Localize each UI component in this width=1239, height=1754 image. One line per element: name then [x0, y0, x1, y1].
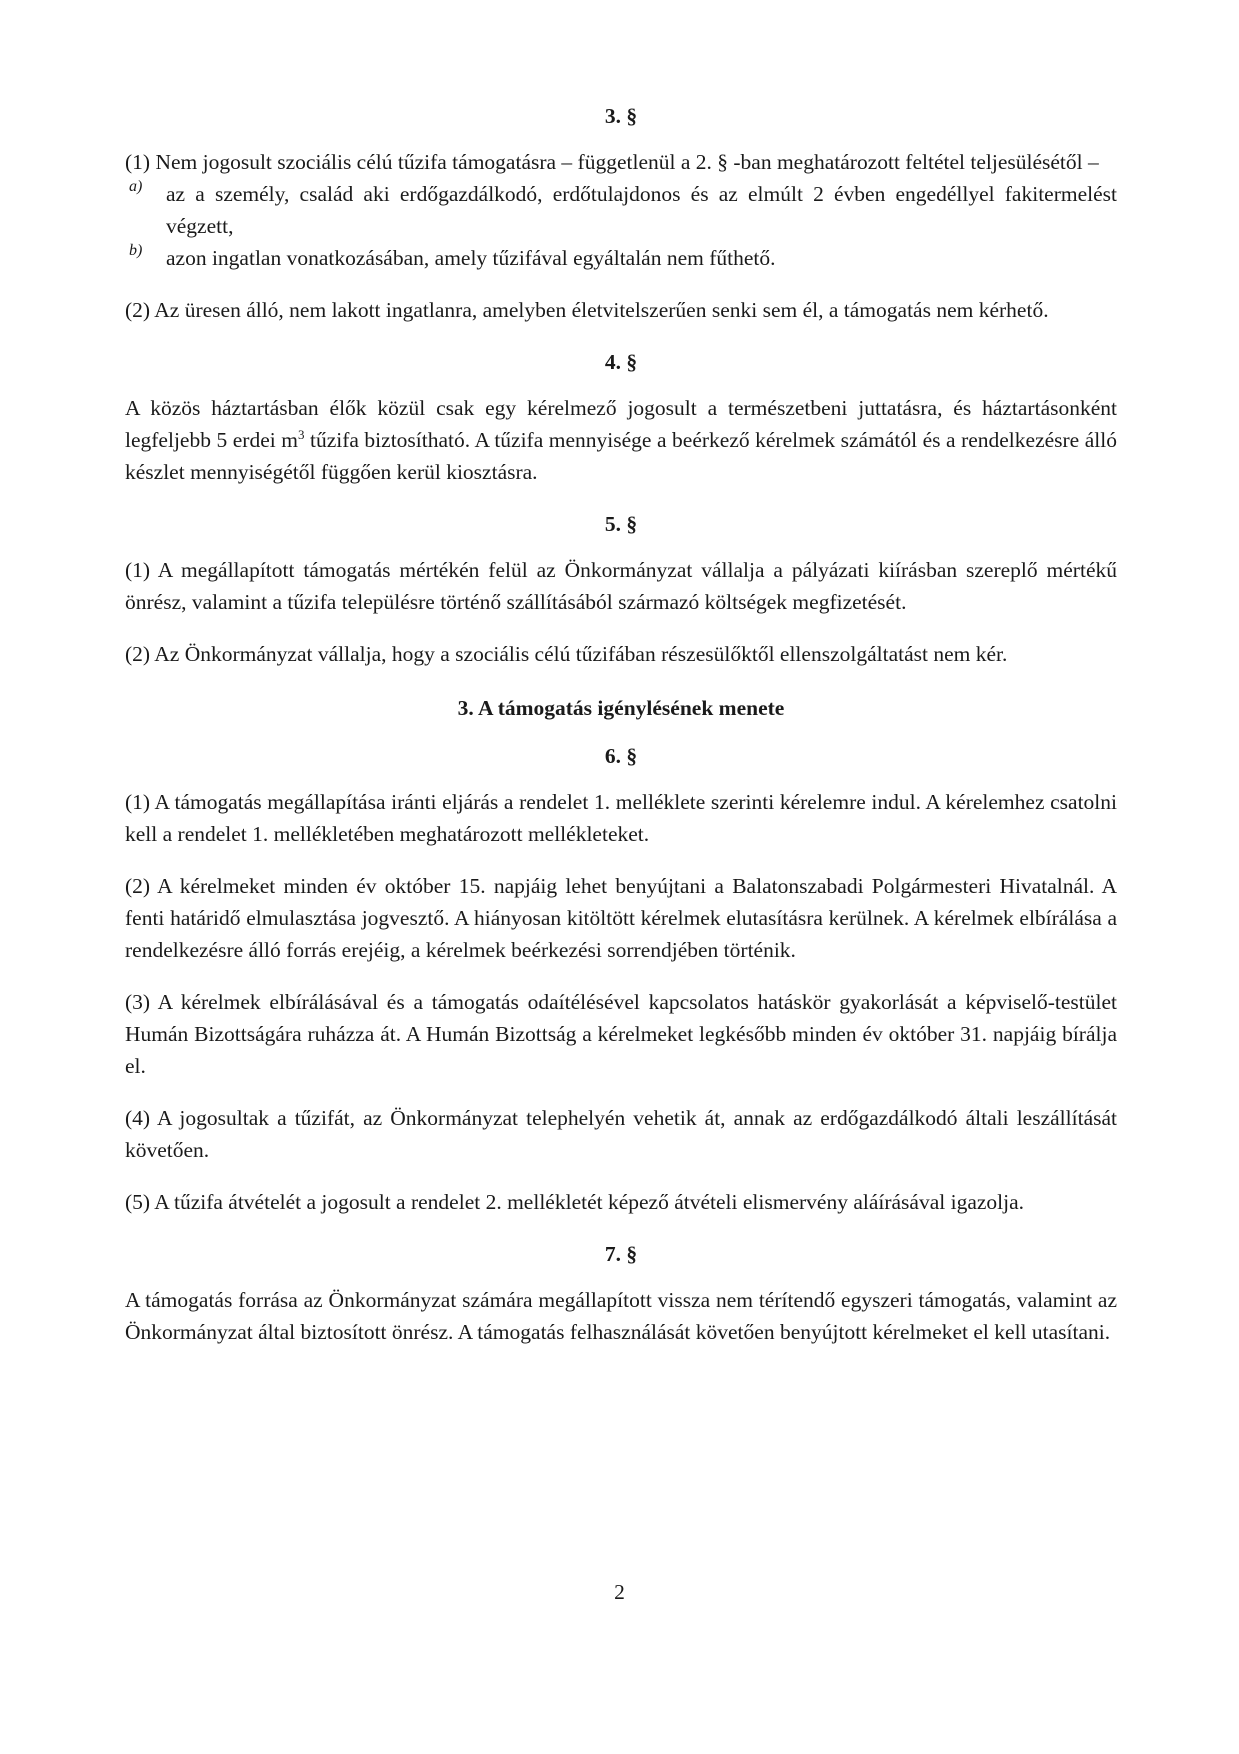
section-3-paragraph-2: (2) Az üresen álló, nem lakott ingatlanra, amelyben életvitelszerűen senki sem él, a támogatás nem kérhető.	[125, 298, 1049, 322]
document-body	[125, 100, 1117, 1348]
section-4-paragraph	[125, 392, 1117, 488]
section-6-paragraph-4: (4) A jogosultak a tűzifát, az Önkormányzat telephelyén vehetik át, annak az erdőgazdálkodó általi leszállítását követően.	[125, 1106, 1117, 1162]
section-3-paragraph-1: (1) Nem jogosult szociális célú tűzifa támogatásra – függetlenül a 2. § -ban meghatározott feltétel teljesülésétől –	[125, 150, 1099, 174]
section-3-item-b	[125, 242, 1117, 274]
section-6-paragraph-2: (2) A kérelmeket minden év október 15. napjáig lehet benyújtani a Balatonszabadi Polgármesteri Hivatalnál. A fenti határidő elmulasztása jogvesztő. A hiányosan kitöltött kérelmek elutasításra kerülnek. A kérelmek elbírálása a rendelkezésre álló forrás erejéig, a kérelmek beérkezési sorrendjében történik.	[125, 874, 1117, 962]
section-6-title: 6. §	[604, 744, 638, 768]
superscript: 3	[297, 426, 305, 442]
item-label: b)	[129, 242, 143, 259]
section-6-paragraph-3: (3) A kérelmek elbírálásával és a támogatás odaítélésével kapcsolatos hatáskör gyakorlását a képviselő-testület Humán Bizottságára ruházza át. A Humán Bizottság a kérelmeket legkésőbb minden év október 31. napjáig bírálja el.	[125, 990, 1117, 1078]
section-6-paragraph-1: (1) A támogatás megállapítása iránti eljárás a rendelet 1. melléklete szerinti kérelemre indul. A kérelemhez csatolni kell a rendelet 1. mellékletében meghatározott mellékleteket.	[125, 790, 1117, 846]
section-3-item-a	[125, 178, 1117, 242]
item-text: azon ingatlan vonatkozásában, amely tűzifával egyáltalán nem fűthető.	[166, 246, 776, 270]
section-7-paragraph: A támogatás forrása az Önkormányzat számára megállapított vissza nem térítendő egyszeri támogatás, valamint az Önkormányzat által biztosított önrész. A támogatás felhasználását követően benyújtott kérelmeket el kell utasítani.	[125, 1288, 1117, 1344]
text-span: tűzifa biztosítható. A tűzifa mennyisége a beérkező kérelmek számától és a rendelkezésre álló készlet mennyiségétől függően kerül kiosztásra.	[125, 428, 1117, 484]
section-5-paragraph-2: (2) Az Önkormányzat vállalja, hogy a szociális célú tűzifában részesülőktől ellenszolgáltatást nem kér.	[125, 642, 1008, 666]
chapter-3-heading: 3. A támogatás igénylésének menete	[457, 696, 785, 720]
item-text: az a személy, család aki erdőgazdálkodó, erdőtulajdonos és az elmúlt 2 évben engedéllyel fakitermelést végzett,	[166, 182, 1117, 238]
section-4-title: 4. §	[604, 350, 638, 374]
text-span: A közös háztartásban élők közül csak egy kérelmező jogosult a természetbeni juttatásra, és háztartásonként legfeljebb 5 erdei m	[125, 396, 1117, 452]
section-5-paragraph-1: (1) A megállapított támogatás mértékén felül az Önkormányzat vállalja a pályázati kiírásban szereplő mértékű önrész, valamint a tűzifa településre történő szállításából származó költségek megfizetését.	[125, 558, 1117, 614]
section-6-paragraph-5: (5) A tűzifa átvételét a jogosult a rendelet 2. mellékletét képező átvételi elismervény aláírásával igazolja.	[125, 1190, 1025, 1214]
section-3-title: 3. §	[604, 104, 638, 128]
page-number: 2	[614, 1580, 625, 1604]
section-7-title: 7. §	[604, 1242, 638, 1266]
section-5-title: 5. §	[604, 512, 638, 536]
item-label: a)	[129, 178, 143, 195]
